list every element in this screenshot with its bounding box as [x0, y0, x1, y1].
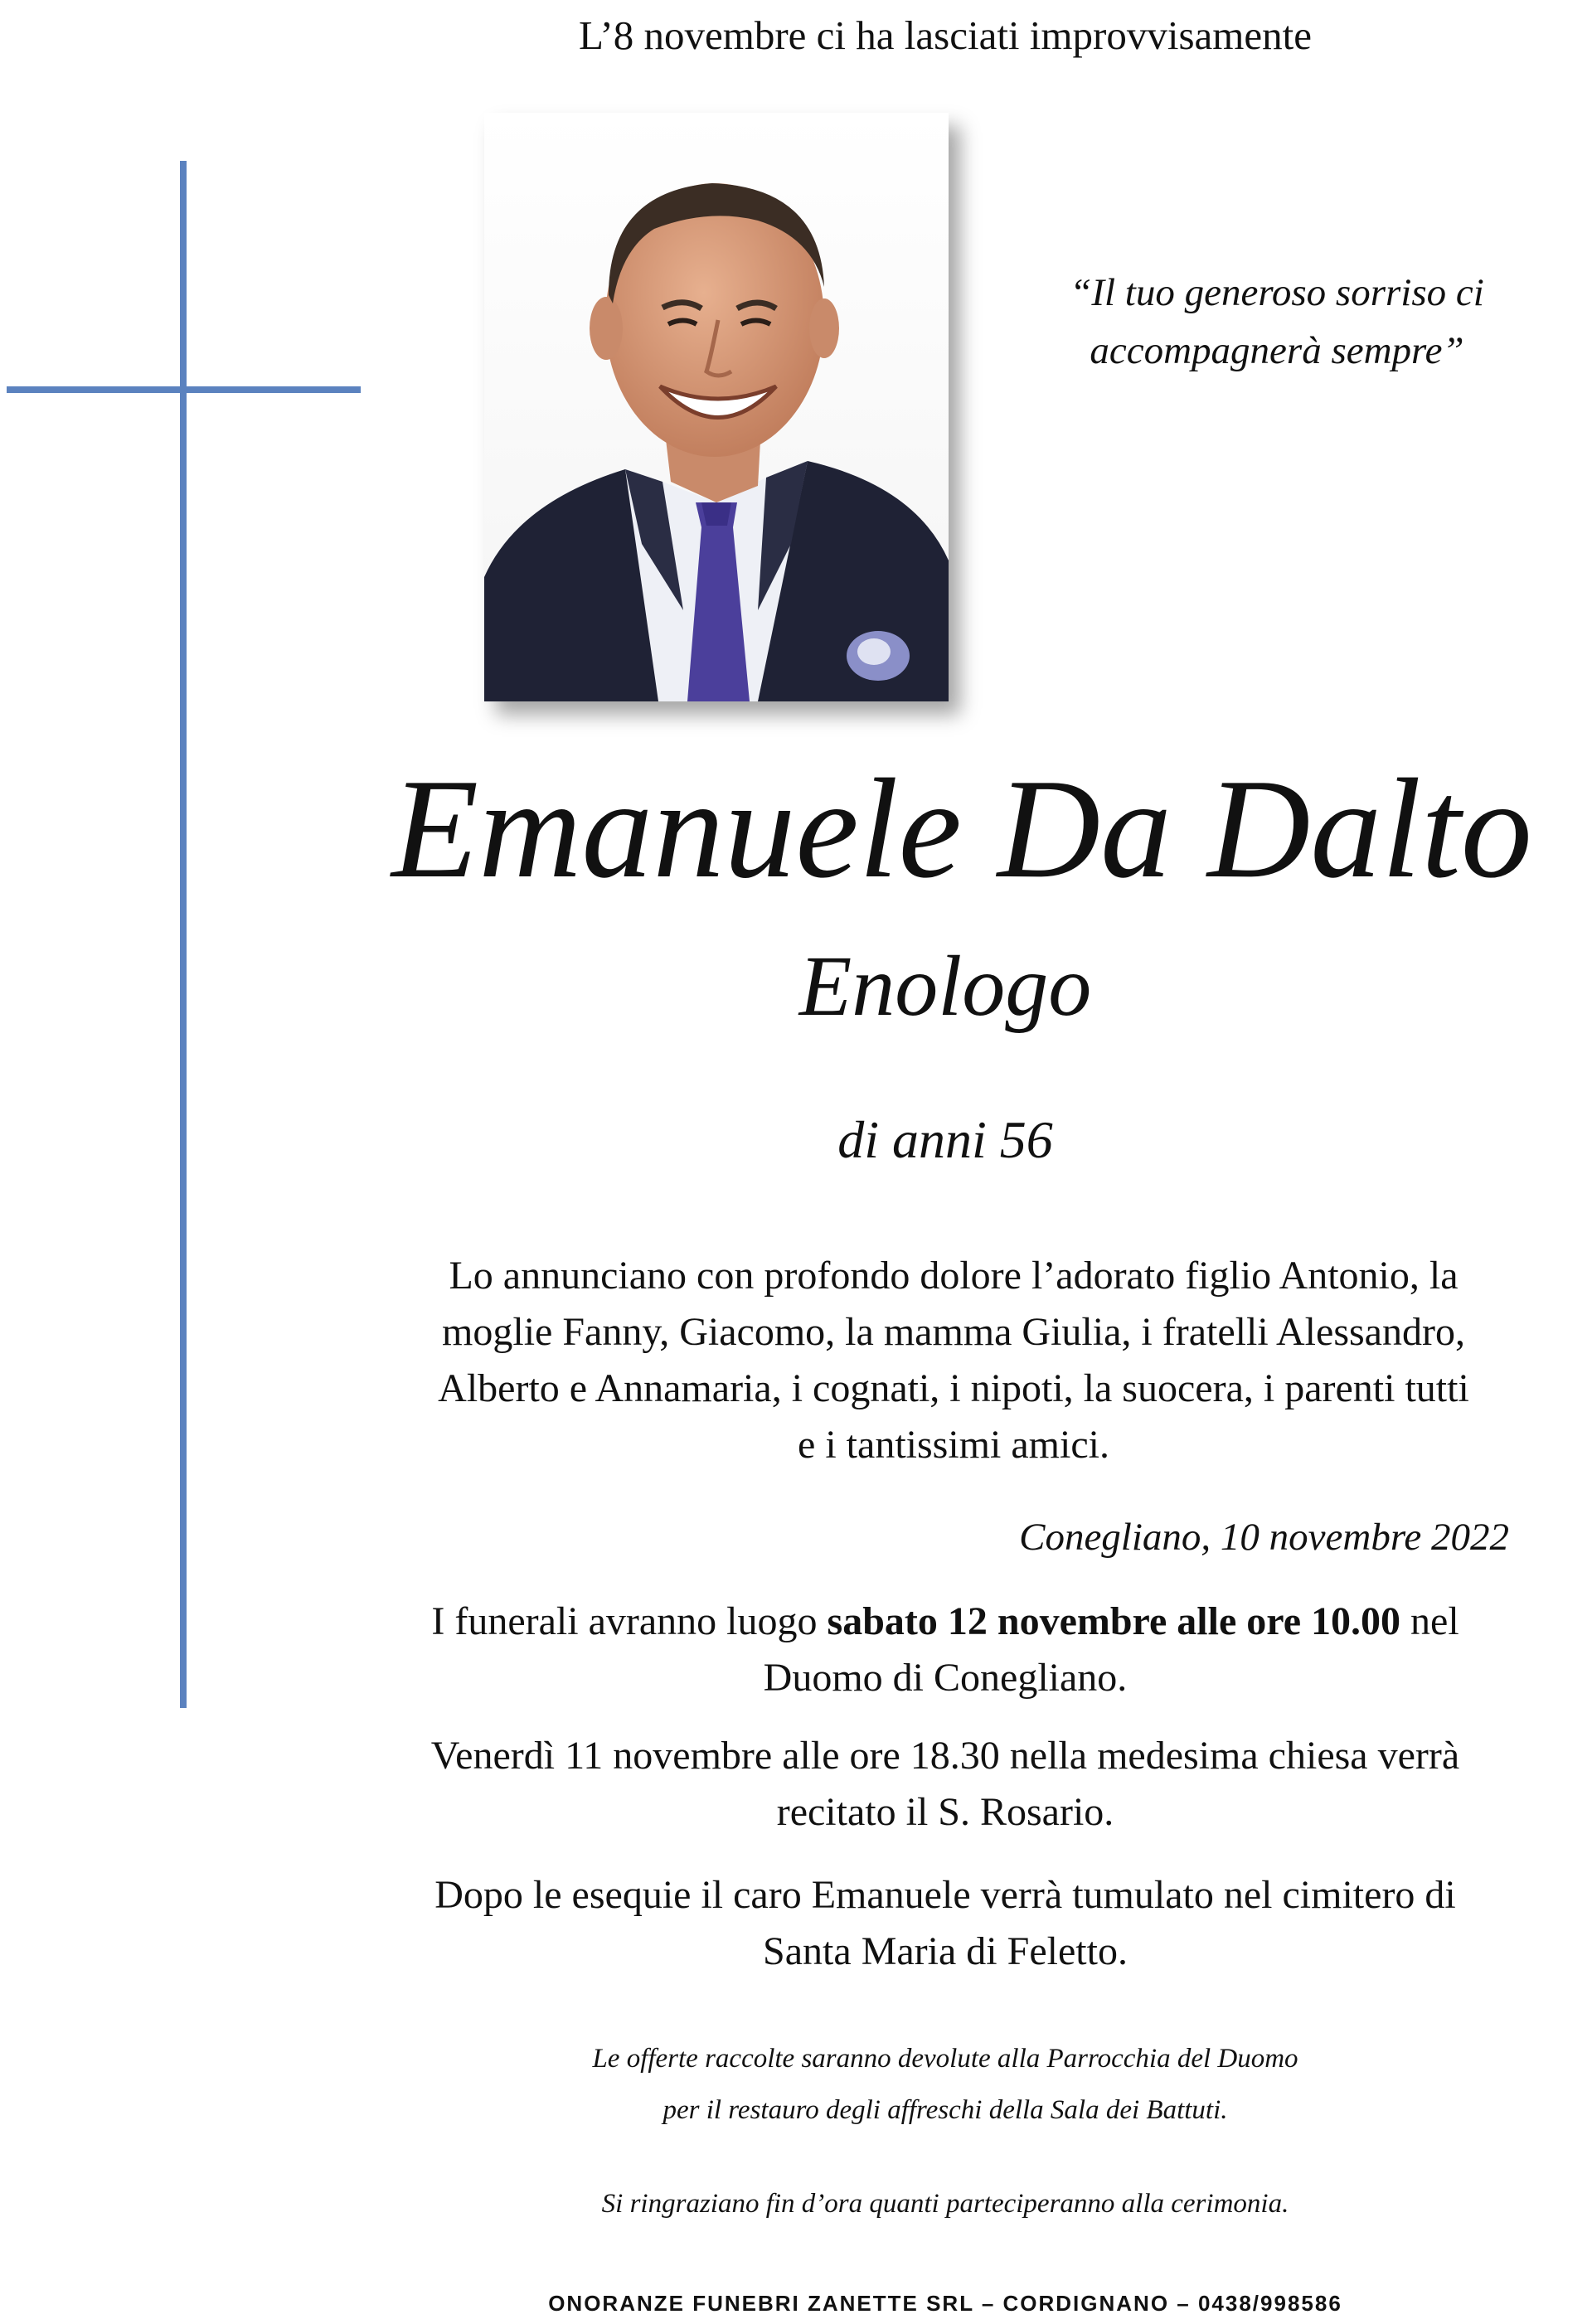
funeral-line-2: Duomo di Conegliano. [763, 1656, 1128, 1700]
thanks-note: Si ringraziano fin d’ora quanti parteciperanno alla cerimonia. [601, 2189, 1289, 2219]
funeral-info [365, 1594, 1526, 1706]
rosary-line-2: recitato il S. Rosario. [776, 1790, 1114, 1834]
funeral-line-1 [365, 1594, 1526, 1650]
deceased-profession: Enologo [798, 939, 1092, 1034]
funeral-suffix: nel [1400, 1599, 1459, 1643]
announcement-line: Alberto e Annamaria, i cognati, i nipoti, la suocera, i parenti tutti [438, 1366, 1469, 1410]
rosary-info [365, 1728, 1526, 1841]
burial-line-1: Dopo le esequie il caro Emanuele verrà tumulato nel cimitero di [434, 1873, 1456, 1917]
family-announcement [365, 1248, 1542, 1473]
announcement-line: moglie Fanny, Giacomo, la mamma Giulia, i fratelli Alessandro, [442, 1310, 1465, 1354]
announcement-header: L’8 novembre ci ha lasciati improvvisamente [578, 12, 1312, 58]
deceased-age: di anni 56 [837, 1110, 1053, 1169]
quote-line-1: “Il tuo generoso sorriso ci [1070, 271, 1484, 314]
deceased-name: Emanuele Da Dalto [391, 750, 1532, 908]
donations-line-1: Le offerte raccolte saranno devolute alla Parrocchia del Duomo [592, 2044, 1298, 2074]
cross-horizontal-bar [7, 386, 361, 393]
donations-line-2: per il restauro degli affreschi della Sala dei Battuti. [663, 2095, 1228, 2125]
announcement-line: e i tantissimi amici. [798, 1423, 1109, 1467]
portrait-photo [484, 113, 949, 701]
funeral-datetime: sabato 12 novembre alle ore 10.00 [827, 1599, 1401, 1643]
memorial-quote [978, 264, 1575, 380]
funeral-prefix: I funerali avranno luogo [431, 1599, 828, 1643]
portrait-illustration [484, 113, 949, 701]
place-date: Conegliano, 10 novembre 2022 [1019, 1516, 1509, 1559]
announcement-line: Lo annunciano con profondo dolore l’adorato figlio Antonio, la [449, 1254, 1459, 1298]
quote-line-2: accompagnerà sempre” [1090, 329, 1464, 372]
burial-info [365, 1867, 1526, 1980]
burial-line-2: Santa Maria di Feletto. [763, 1929, 1128, 1973]
rosary-line-1: Venerdì 11 novembre alle ore 18.30 nella medesima chiesa verrà [430, 1734, 1460, 1778]
funeral-home-footer: ONORANZE FUNEBRI ZANETTE SRL – CORDIGNANO – 0438/998586 [548, 2291, 1342, 2316]
donations-note [448, 2033, 1443, 2136]
